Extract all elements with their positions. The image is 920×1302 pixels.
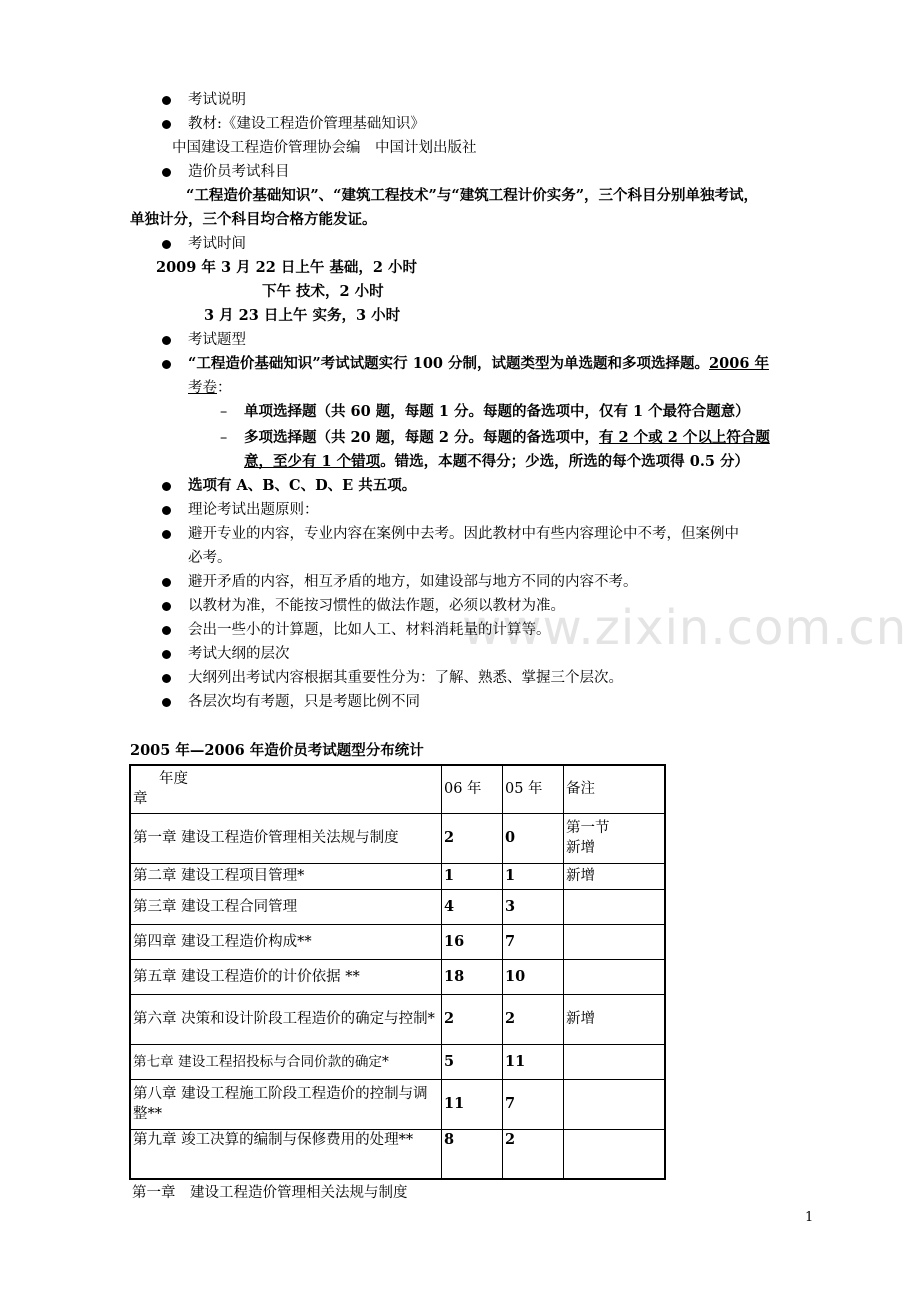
chapter-cell: 第五章 建设工程造价的计价依据 ** — [130, 959, 442, 994]
value-05: 7 — [503, 924, 564, 959]
next-heading: 第一章 建设工程造价管理相关法规与制度 — [132, 1185, 408, 1201]
subjects-detail-2: 单独计分，三个科目均合格方能发证。 — [130, 211, 377, 228]
note-cell: 新增 — [564, 863, 666, 889]
time-2: 下午 技术，2 小时 — [262, 283, 384, 300]
value-05: 10 — [503, 959, 564, 994]
bullet-icon — [162, 336, 171, 345]
time-1: 2009 年 3 月 22 日上午 基础，2 小时 — [156, 259, 418, 276]
dash-icon: – — [220, 430, 228, 446]
table-row — [130, 889, 665, 924]
value-05: 7 — [503, 1079, 564, 1129]
time-3: 3 月 23 日上午 实务，3 小时 — [204, 307, 401, 324]
table-row — [130, 813, 665, 863]
value-06: 2 — [442, 813, 503, 863]
header-note: 备注 — [564, 765, 666, 813]
options: 选项有 A、B、C、D、E 共五项。 — [188, 477, 417, 494]
multi-choice-line-2 — [244, 451, 749, 473]
page-number: 1 — [805, 1210, 814, 1225]
note-cell — [564, 1129, 666, 1179]
chapter-cell: 第一章 建设工程造价管理相关法规与制度 — [130, 813, 442, 863]
principle-4: 会出一些小的计算题，比如人工、材料消耗量的计算等。 — [188, 622, 551, 638]
value-05: 2 — [503, 1129, 564, 1179]
header-corner-bottom: 章 — [133, 791, 148, 808]
value-05: 2 — [503, 994, 564, 1044]
table-row — [130, 1044, 665, 1079]
note-cell — [564, 1079, 666, 1129]
table-row — [130, 924, 665, 959]
bullet-icon — [162, 120, 171, 129]
exam-time: 考试时间 — [188, 236, 246, 252]
table-row — [130, 1079, 665, 1129]
table-header-row — [130, 765, 665, 813]
scoring-underline-2: 考卷 — [188, 380, 217, 396]
subjects: 造价员考试科目 — [188, 164, 290, 180]
bullet-icon — [162, 674, 171, 683]
stats-table — [129, 764, 666, 1180]
levels-all: 各层次均有考题，只是考题比例不同 — [188, 694, 420, 710]
scoring-line-1 — [188, 353, 769, 375]
textbook: 教材:《建设工程造价管理基础知识》 — [188, 116, 425, 132]
question-types: 考试题型 — [188, 332, 246, 348]
principle-1-cont: 必考。 — [188, 550, 232, 566]
value-06: 2 — [442, 994, 503, 1044]
bullet-icon — [162, 602, 171, 611]
header-corner-top: 年度 — [159, 771, 188, 788]
bullet-icon — [162, 698, 171, 707]
value-06: 8 — [442, 1129, 503, 1179]
bullet-icon — [162, 482, 171, 491]
header-corner — [130, 765, 442, 813]
table-row — [130, 994, 665, 1044]
table-row — [130, 1129, 665, 1179]
multi-choice-underline-2: 意，至少有 1 个错项 — [244, 453, 381, 470]
bullet-icon — [162, 360, 171, 369]
scoring-underline: 2006 年 — [709, 355, 769, 372]
scoring-text: “工程造价基础知识”考试试题实行 100 分制，试题类型为单选题和多项选择题。 — [188, 355, 710, 372]
note-cell: 新增 — [564, 994, 666, 1044]
value-06: 11 — [442, 1079, 503, 1129]
bullet-icon — [162, 650, 171, 659]
principle-2: 避开矛盾的内容，相互矛盾的地方，如建设部与地方不同的内容不考。 — [188, 574, 638, 590]
exam-desc: 考试说明 — [188, 92, 246, 108]
bullet-icon — [162, 240, 171, 249]
publisher: 中国建设工程造价管理协会编 中国计划出版社 — [172, 140, 477, 156]
multi-choice-rest: 。错选，本题不得分；少选，所选的每个选项得 0.5 分） — [380, 453, 750, 470]
header-06: 06 年 — [442, 765, 503, 813]
note-cell — [564, 959, 666, 994]
bullet-icon — [162, 530, 171, 539]
bullet-icon — [162, 578, 171, 587]
chapter-cell: 第八章 建设工程施工阶段工程造价的控制与调整** — [130, 1079, 442, 1129]
principle-1: 避开专业的内容，专业内容在案例中去考。因此教材中有些内容理论中不考，但案例中 — [188, 526, 739, 542]
chapter-cell: 第六章 决策和设计阶段工程造价的确定与控制* — [130, 994, 442, 1044]
levels-detail: 大纲列出考试内容根据其重要性分为：了解、熟悉、掌握三个层次。 — [188, 670, 623, 686]
note-cell — [564, 889, 666, 924]
table-row — [130, 863, 665, 889]
note-cell: 第一节 新增 — [564, 813, 666, 863]
multi-choice-underline: 有 2 个或 2 个以上符合题 — [598, 429, 770, 446]
multi-choice-text: 多项选择题（共 20 题，每题 2 分。每题的备选项中， — [244, 429, 599, 446]
chapter-cell: 第九章 竣工决算的编制与保修费用的处理** — [130, 1129, 442, 1179]
value-05: 0 — [503, 813, 564, 863]
chapter-cell: 第四章 建设工程造价构成** — [130, 924, 442, 959]
value-06: 4 — [442, 889, 503, 924]
table-title: 2005 年—2006 年造价员考试题型分布统计 — [130, 742, 424, 759]
principles: 理论考试出题原则： — [188, 502, 319, 518]
note-cell — [564, 1044, 666, 1079]
single-choice: 单项选择题（共 60 题，每题 1 分。每题的备选项中，仅有 1 个最符合题意） — [244, 403, 750, 420]
multi-choice-line-1 — [244, 427, 770, 449]
value-06: 16 — [442, 924, 503, 959]
value-06: 1 — [442, 863, 503, 889]
scoring-colon: ： — [217, 380, 232, 396]
scoring-line-2 — [188, 377, 232, 399]
dash-icon: – — [220, 404, 228, 420]
chapter-cell: 第二章 建设工程项目管理* — [130, 863, 442, 889]
value-06: 5 — [442, 1044, 503, 1079]
header-05: 05 年 — [503, 765, 564, 813]
value-05: 11 — [503, 1044, 564, 1079]
levels: 考试大纲的层次 — [188, 646, 290, 662]
table-row — [130, 959, 665, 994]
chapter-cell: 第三章 建设工程合同管理 — [130, 889, 442, 924]
subjects-detail-1: “工程造价基础知识”、“建筑工程技术”与“建筑工程计价实务”，三个科目分别单独考试， — [186, 187, 759, 204]
bullet-icon — [162, 96, 171, 105]
chapter-cell: 第七章 建设工程招投标与合同价款的确定* — [130, 1044, 442, 1079]
principle-3: 以教材为准，不能按习惯性的做法作题，必须以教材为准。 — [188, 598, 565, 614]
bullet-icon — [162, 168, 171, 177]
watermark: www.zixin.com.cn — [462, 600, 908, 656]
value-05: 3 — [503, 889, 564, 924]
value-06: 18 — [442, 959, 503, 994]
bullet-icon — [162, 506, 171, 515]
note-cell — [564, 924, 666, 959]
value-05: 1 — [503, 863, 564, 889]
bullet-icon — [162, 626, 171, 635]
